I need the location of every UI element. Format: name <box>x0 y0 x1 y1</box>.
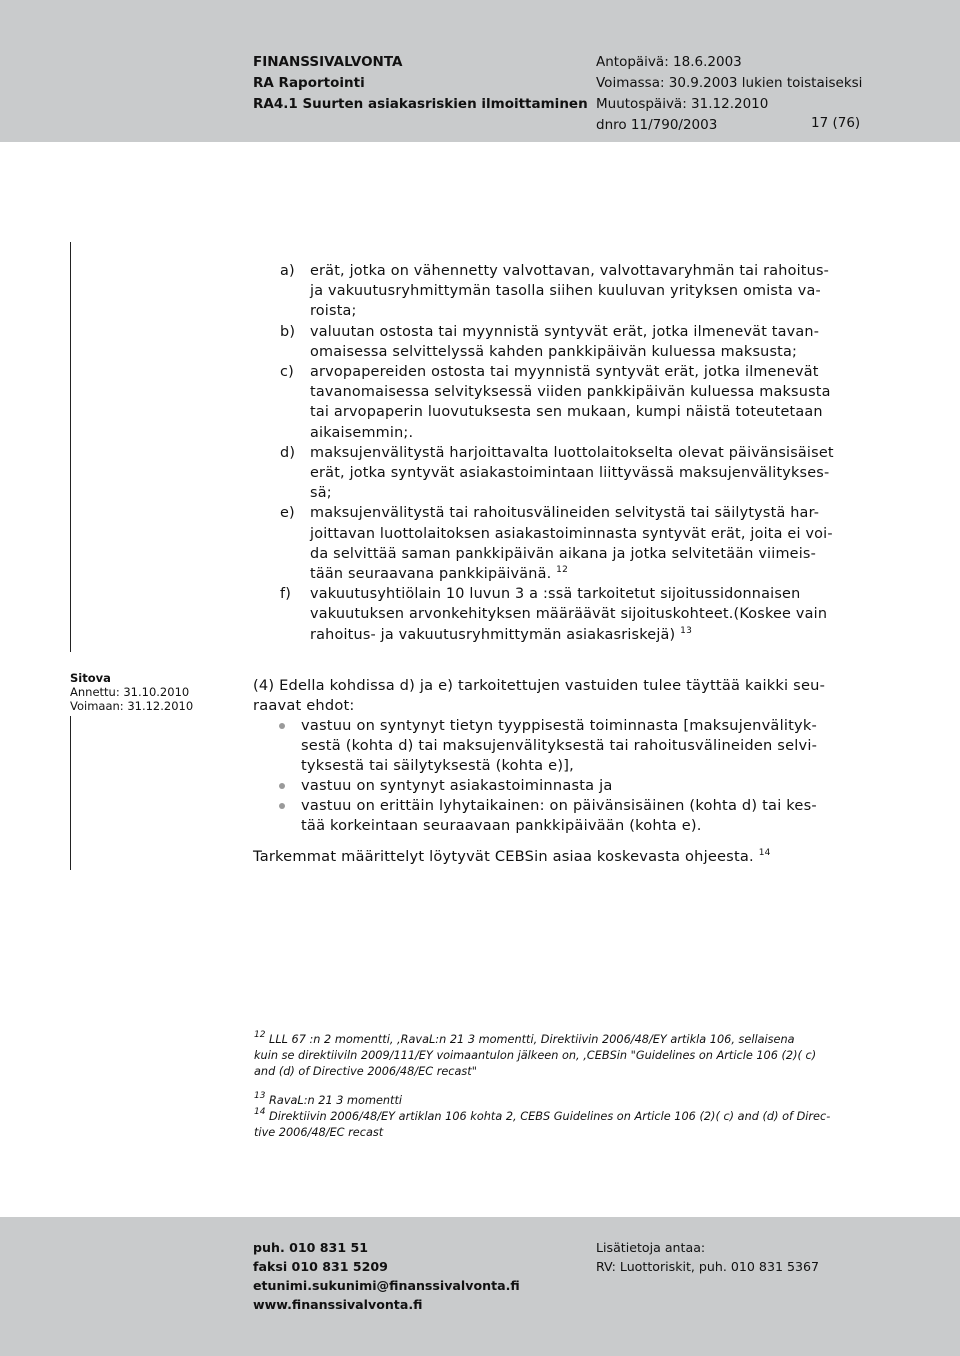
footnote-line <box>254 1048 904 1064</box>
footnote-line <box>254 1064 904 1080</box>
list-item-line-text: tään seuraavana pankkipäivänä. <box>310 566 552 583</box>
list-item-text <box>310 503 900 584</box>
condition-item <box>301 716 893 776</box>
list-item-line <box>310 423 900 443</box>
paragraph-4-line: raavat ehdot: <box>253 697 355 714</box>
list-item <box>280 362 900 443</box>
list-item-line-text: vakuutuksen arvonkehityksen määräävät sijoituskohteet.(Koskee vain <box>310 606 828 623</box>
header-section: RA Raportointi <box>253 75 365 91</box>
footnote-line <box>254 1032 904 1048</box>
footnote-spacer <box>254 1080 904 1093</box>
list-item-line <box>310 463 900 483</box>
paragraph-4-line: (4) Edella kohdissa d) ja e) tarkoitettujen vastuiden tulee täyttää kaikki seu- <box>253 677 826 694</box>
condition-line: tyksestä tai säilytyksestä (kohta e)], <box>301 757 574 774</box>
list-item <box>280 503 900 584</box>
list-item <box>280 584 900 645</box>
further-definitions-note <box>253 848 771 865</box>
list-item-line-text: joittavan luottolaitoksen asiakastoiminnasta syntyvät erät, joita ei voi- <box>310 525 833 542</box>
footnote-text: Direktiivin 2006/48/EY artiklan 106 kohta 2, CEBS Guidelines on Article 106 (2)( c) and (d) of Direc- <box>269 1110 831 1123</box>
list-item-label: c) <box>280 364 294 381</box>
footnote-line <box>254 1125 904 1141</box>
list-item-line-text: valuutan ostosta tai myynnistä syntyvät erät, jotka ilmenevät tavan- <box>310 323 820 340</box>
list-item-line-text: maksujenvälitystä tai rahoitusvälineiden selvitystä tai säilytystä har- <box>310 505 820 522</box>
list-item-line <box>310 261 900 281</box>
footer-info-label: Lisätietoja antaa: <box>596 1240 706 1255</box>
header-org: FINANSSIVALVONTA <box>253 54 403 70</box>
list-item-text <box>310 443 900 504</box>
paragraph-4 <box>253 676 893 836</box>
list-item-line <box>310 625 900 645</box>
list-item-text <box>310 584 900 645</box>
footnote-number: 13 <box>254 1091 266 1101</box>
footnote-number: 12 <box>254 1030 266 1040</box>
further-definitions-text: Tarkemmat määrittelyt löytyvät CEBSin asiaa koskevasta ohjeesta. <box>253 848 754 865</box>
bullet-dot-icon <box>279 803 285 809</box>
footnotes <box>254 1032 904 1141</box>
footnote-text: kuin se direktiiviln 2009/111/EY voimaantulon jälkeen on, ,CEBSin "Guidelines on Article 106 (2)( c) <box>254 1049 817 1062</box>
footnote <box>254 1109 904 1141</box>
footnote-text: LLL 67 :n 2 momentti, ,RavaL:n 21 3 momentti, Direktiivin 2006/48/EY artikla 106, sellaisena <box>269 1033 795 1046</box>
footnote-ref: 13 <box>680 625 692 636</box>
list-item-label: e) <box>280 505 295 522</box>
list-item-line <box>310 503 900 523</box>
list-item <box>280 261 900 322</box>
list-item-line-text: erät, jotka syntyvät asiakastoimintaan liittyvässä maksujenvälitykses- <box>310 465 830 482</box>
list-item-line <box>310 322 900 342</box>
list-item-line <box>310 382 900 402</box>
list-item-line <box>310 544 900 564</box>
footer-info <box>596 1238 819 1276</box>
list-item-line-text: vakuutusyhtiölain 10 luvun 3 a :ssä tarkoitetut sijoitussidonnaisen <box>310 586 801 603</box>
exemption-list <box>280 261 900 645</box>
footnote <box>254 1093 904 1109</box>
list-item-label: f) <box>280 586 292 603</box>
list-item-line <box>310 483 900 503</box>
list-item-line <box>310 402 900 422</box>
footer-contacts <box>253 1238 520 1314</box>
page-number: 17 (76) <box>811 115 861 131</box>
footnote-text: RavaL:n 21 3 momentti <box>269 1094 403 1107</box>
footer-info-contact: RV: Luottoriskit, puh. 010 831 5367 <box>596 1259 820 1274</box>
condition-line: vastuu on erittäin lyhytaikainen: on päivänsisäinen (kohta d) tai kes- <box>301 797 817 814</box>
list-item-line-text: omaisessa selvittelyssä kahden pankkipäivän kuluessa maksusta; <box>310 343 798 360</box>
binding-status-note <box>70 671 193 713</box>
list-item-line-text: da selvittää saman pankkipäivän aikana ja jotka selvitetään viimeis- <box>310 545 817 562</box>
list-item-text <box>310 362 900 443</box>
margin-rule-top <box>70 242 71 652</box>
condition-item <box>301 796 893 836</box>
binding-status-effective: Voimaan: 31.12.2010 <box>70 699 194 713</box>
list-item-label: b) <box>280 323 296 340</box>
list-item-line <box>310 604 900 624</box>
list-item <box>280 322 900 362</box>
list-item-line <box>310 564 900 584</box>
list-item-line-text: tai arvopaperin luovutuksesta sen mukaan, kumpi näistä toteutetaan <box>310 404 823 421</box>
list-item-label: d) <box>280 444 296 461</box>
condition-line: vastuu on syntynyt tietyn tyyppisestä toiminnasta [maksujenvälityk- <box>301 717 817 734</box>
list-item-line-text: sä; <box>310 485 332 502</box>
list-item-line <box>310 301 900 321</box>
condition-item <box>301 776 893 796</box>
binding-status-title: Sitova <box>70 671 111 685</box>
list-item-line-text: arvopapereiden ostosta tai myynnistä syntyvät erät, jotka ilmenevät <box>310 364 819 381</box>
list-item-line-text: rahoitus- ja vakuutusryhmittymän asiakasriskejä) <box>310 626 676 643</box>
bullet-dot-icon <box>279 783 285 789</box>
header-modified: Muutospäivä: 31.12.2010 <box>596 96 769 112</box>
list-item-line-text: tavanomaisessa selvityksessä viiden pankkipäivän kuluessa maksusta <box>310 384 831 401</box>
list-item-line <box>310 584 900 604</box>
footnote-text: and (d) of Directive 2006/48/EC recast" <box>254 1065 477 1078</box>
footnote-number: 14 <box>254 1107 266 1117</box>
footnote-text: tive 2006/48/EC recast <box>254 1126 384 1139</box>
header-subsection: RA4.1 Suurten asiakasriskien ilmoittaminen <box>253 96 588 112</box>
list-item-line <box>310 362 900 382</box>
list-item-line-text: aikaisemmin;. <box>310 424 414 441</box>
condition-line: vastuu on syntynyt asiakastoiminnasta ja <box>301 777 613 794</box>
margin-rule-bottom <box>70 716 71 870</box>
header-issued: Antopäivä: 18.6.2003 <box>596 54 742 70</box>
list-item-line <box>310 443 900 463</box>
footer-phone: puh. 010 831 51 <box>253 1240 368 1255</box>
list-item-line-text: erät, jotka on vähennetty valvottavan, valvottavaryhmän tai rahoitus- <box>310 263 830 279</box>
list-item <box>280 443 900 504</box>
list-item-line <box>310 342 900 362</box>
list-item-text <box>310 261 900 322</box>
footnote-line <box>254 1109 904 1125</box>
list-item-line-text: maksujenvälitystä harjoittavalta luottolaitokselta olevat päivänsisäiset <box>310 444 834 461</box>
footnote-ref: 12 <box>556 565 569 576</box>
list-item-line <box>310 281 900 301</box>
binding-status-given: Annettu: 31.10.2010 <box>70 685 190 699</box>
condition-list <box>301 716 893 836</box>
list-item-line-text: ja vakuutusryhmittymän tasolla siihen kuuluvan yrityksen omista va- <box>310 283 821 300</box>
condition-line: tää korkeintaan seuraavaan pankkipäivään (kohta e). <box>301 817 702 834</box>
footer-email: etunimi.sukunimi@finanssivalvonta.fi <box>253 1278 520 1293</box>
footnote-ref: 14 <box>758 848 771 858</box>
condition-line: sestä (kohta d) tai maksujenvälityksestä tai rahoitusvälineiden selvi- <box>301 737 818 754</box>
header-left <box>253 52 588 115</box>
footnote <box>254 1032 904 1080</box>
list-item-line <box>310 524 900 544</box>
footer-fax: faksi 010 831 5209 <box>253 1259 388 1274</box>
bullet-dot-icon <box>279 723 285 729</box>
footer-web: www.finanssivalvonta.fi <box>253 1297 423 1312</box>
header-valid: Voimassa: 30.9.2003 lukien toistaiseksi <box>596 75 863 91</box>
header-dnro: dnro 11/790/2003 <box>596 117 718 133</box>
list-item-label: a) <box>280 263 295 279</box>
list-item-text <box>310 322 900 362</box>
footnote-line <box>254 1093 904 1109</box>
list-item-line-text: roista; <box>310 303 357 320</box>
